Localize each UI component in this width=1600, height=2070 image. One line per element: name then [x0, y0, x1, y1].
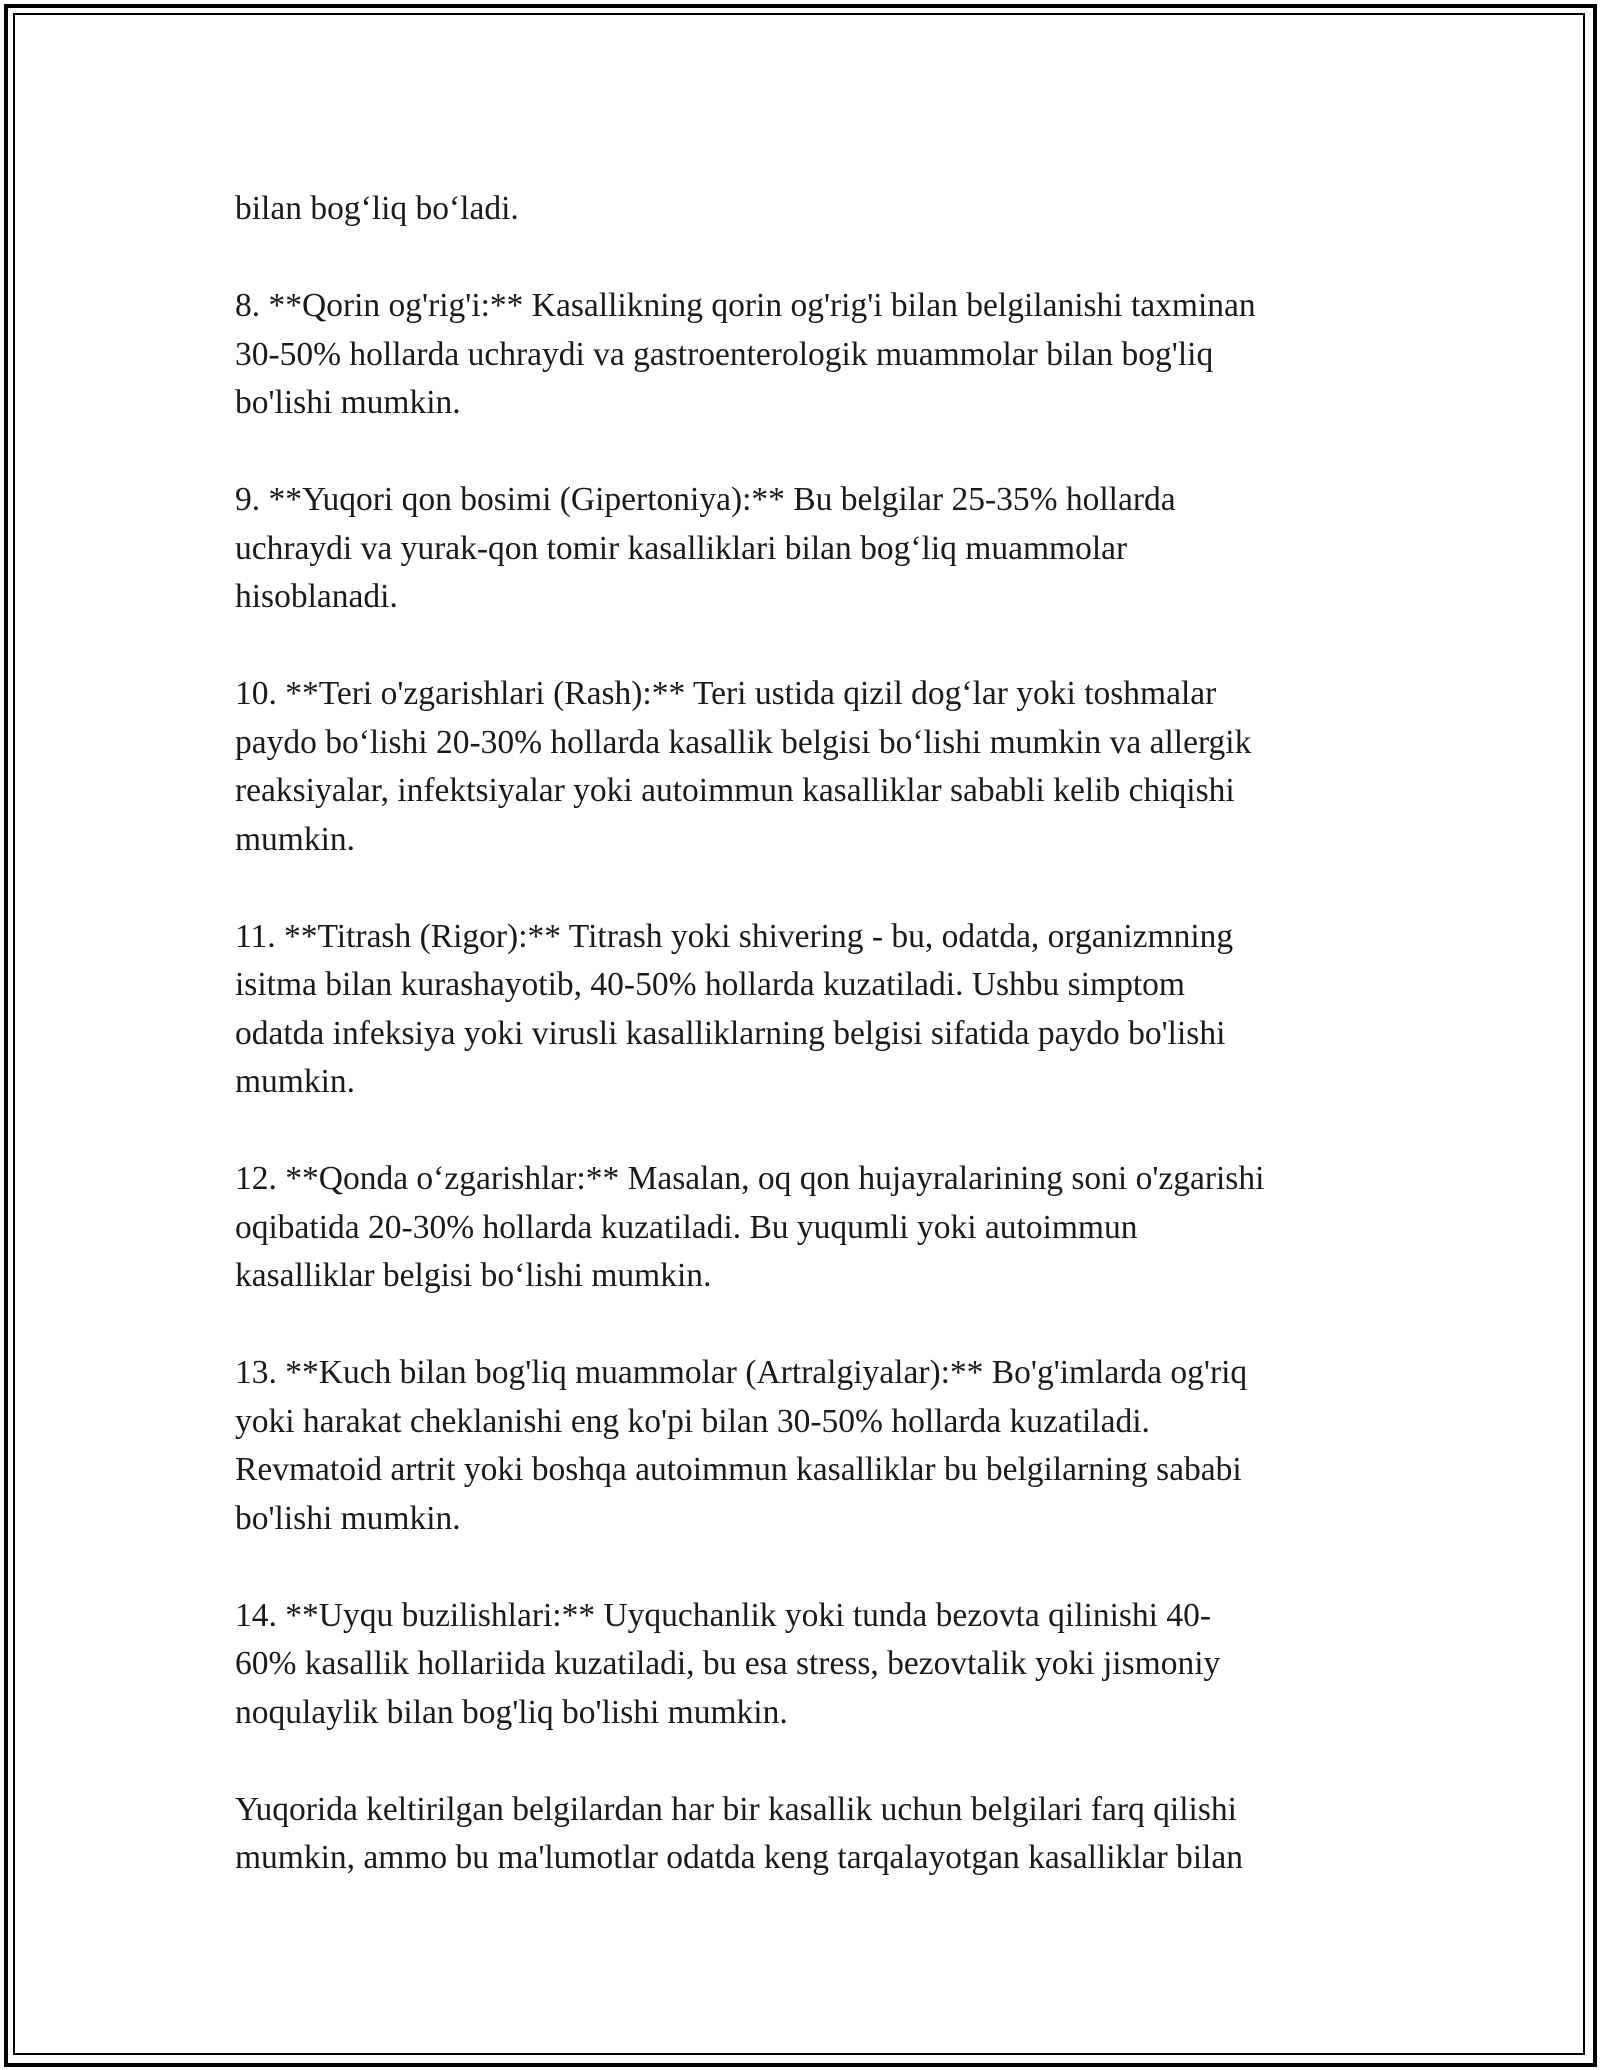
- paragraph-item-14: 14. **Uyqu buzilishlari:** Uyquchanlik yoki tunda bezovta qilinishi 40- 60% kasallik hollariida kuzatiladi, bu esa stress, bezovtalik yoki jismoniy noqulaylik bilan bog'liq bo'lishi mumkin.: [235, 1596, 1221, 1731]
- paragraph-item-9: 9. **Yuqori qon bosimi (Gipertoniya):** Bu belgilar 25-35% hollarda uchraydi va yurak-qon tomir kasalliklari bilan bog‘liq muammolar hisoblanadi.: [235, 481, 1176, 615]
- paragraph-conclusion: Yuqorida keltirilgan belgilardan har bir kasallik uchun belgilari farq qilishi mumkin, ammo bu ma'lumotlar odatda keng tarqalayotgan kasalliklar bilan: [235, 1790, 1243, 1876]
- document-body: [235, 185, 1415, 1883]
- paragraph-continuation: bilan bog‘liq bo‘ladi.: [235, 190, 519, 227]
- paragraph-item-13: 13. **Kuch bilan bog'liq muammolar (Artralgiyalar):** Bo'g'imlarda og'riq yoki harakat cheklanishi eng ko'pi bilan 30-50% hollarda kuzatiladi. Revmatoid artrit yoki boshqa autoimmun kasalliklar bu belgilarning sababi bo'lishi mumkin.: [235, 1354, 1248, 1537]
- paragraph-item-8: 8. **Qorin og'rig'i:** Kasallikning qorin og'rig'i bilan belgilanishi taxminan 30-50% hollarda uchraydi va gastroenterologik muammolar bilan bog'liq bo'lishi mumkin.: [235, 287, 1256, 421]
- paragraph-item-10: 10. **Teri o'zgarishlari (Rash):** Teri ustida qizil dog‘lar yoki toshmalar paydo bo‘lishi 20-30% hollarda kasallik belgisi bo‘lishi mumkin va allergik reaksiyalar, infektsiyalar yoki autoimmun kasalliklar sababli kelib chiqishi mumkin.: [235, 675, 1252, 858]
- paragraph-item-12: 12. **Qonda o‘zgarishlar:** Masalan, oq qon hujayralarining soni o'zgarishi oqibatida 20-30% hollarda kuzatiladi. Bu yuqumli yoki autoimmun kasalliklar belgisi bo‘lishi mumkin.: [235, 1160, 1265, 1294]
- paragraph-item-11: 11. **Titrash (Rigor):** Titrash yoki shivering - bu, odatda, organizmning isitma bilan kurashayotib, 40-50% hollarda kuzatiladi. Ushbu simptom odatda infeksiya yoki virusli kasalliklarning belgisi sifatida paydo bo'lishi mumkin.: [235, 917, 1234, 1100]
